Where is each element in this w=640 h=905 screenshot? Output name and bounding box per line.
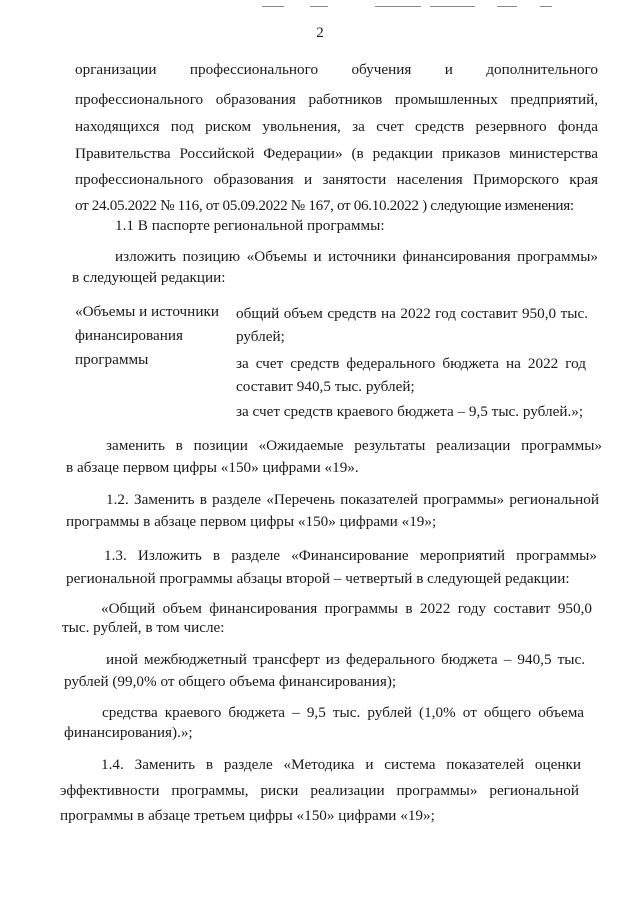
table-cell-right: общий объем средств на 2022 год составит 950,0 тыс. — [236, 305, 588, 322]
paragraph-line: профессионального образования работников промышленных предприятий, — [75, 91, 598, 108]
quote-regional-line: средства краевого бюджета – 9,5 тыс. рублей (1,0% от общего объема — [102, 704, 584, 721]
table-cell-right: рублей; — [236, 328, 285, 345]
table-cell-left: «Объемы и источники — [75, 303, 219, 320]
table-cell-left: программы — [75, 351, 149, 368]
table-cell-right: составит 940,5 тыс. рублей; — [236, 378, 415, 395]
item-1-3-line: региональной программы абзацы второй – четвертый в следующей редакции: — [66, 570, 570, 587]
paragraph-line: от 24.05.2022 № 116, от 05.09.2022 № 167, от 06.10.2022 ) следующие изменения: — [75, 197, 574, 214]
quote-total-line: тыс. рублей, в том числе: — [62, 619, 225, 636]
paragraph-line: находящихся под риском увольнения, за счет средств резервного фонда — [75, 118, 598, 135]
quote-federal-line: рублей (99,0% от общего объема финансирования); — [64, 673, 397, 690]
item-1-4-line: эффективности программы, риски реализации программы» региональной — [60, 782, 579, 799]
quote-federal-line: иной межбюджетный трансферт из федерального бюджета – 940,5 тыс. — [106, 651, 585, 668]
table-cell-right: за счет средств федерального бюджета на 2022 год — [236, 355, 586, 372]
table-cell-left: финансирования — [75, 327, 183, 344]
paragraph-line: изложить позицию «Объемы и источники финансирования программы» — [115, 248, 598, 265]
paragraph-line: профессионального образования и занятости населения Приморского края — [75, 171, 598, 188]
item-1-2-line: 1.2. Заменить в разделе «Перечень показателей программы» региональной — [106, 491, 599, 508]
paragraph-line: Правительства Российской Федерации» (в редакции приказов министерства — [75, 145, 598, 162]
table-cell-right: за счет средств краевого бюджета – 9,5 тыс. рублей.»; — [236, 403, 584, 420]
page-number: 2 — [316, 25, 324, 41]
scan-artifact-marks — [0, 0, 640, 12]
quote-regional-line: финансирования).»; — [64, 724, 193, 741]
quote-total-line: «Общий объем финансирования программы в 2022 году составит 950,0 — [101, 600, 592, 617]
item-heading-1-1: 1.1 В паспорте региональной программы: — [115, 217, 385, 234]
paragraph-line: в абзаце первом цифры «150» цифрами «19». — [66, 459, 359, 476]
item-1-4-line: программы в абзаце третьем цифры «150» цифрами «19»; — [60, 807, 435, 824]
item-1-4-line: 1.4. Заменить в разделе «Методика и система показателей оценки — [101, 756, 581, 773]
item-1-2-line: программы в абзаце первом цифры «150» цифрами «19»; — [66, 513, 437, 530]
paragraph-line: организации профессионального обучения и дополнительного — [75, 61, 598, 78]
paragraph-line: в следующей редакции: — [72, 269, 226, 286]
item-1-3-line: 1.3. Изложить в разделе «Финансирование мероприятий программы» — [104, 547, 597, 564]
paragraph-line: заменить в позиции «Ожидаемые результаты реализации программы» — [106, 437, 602, 454]
